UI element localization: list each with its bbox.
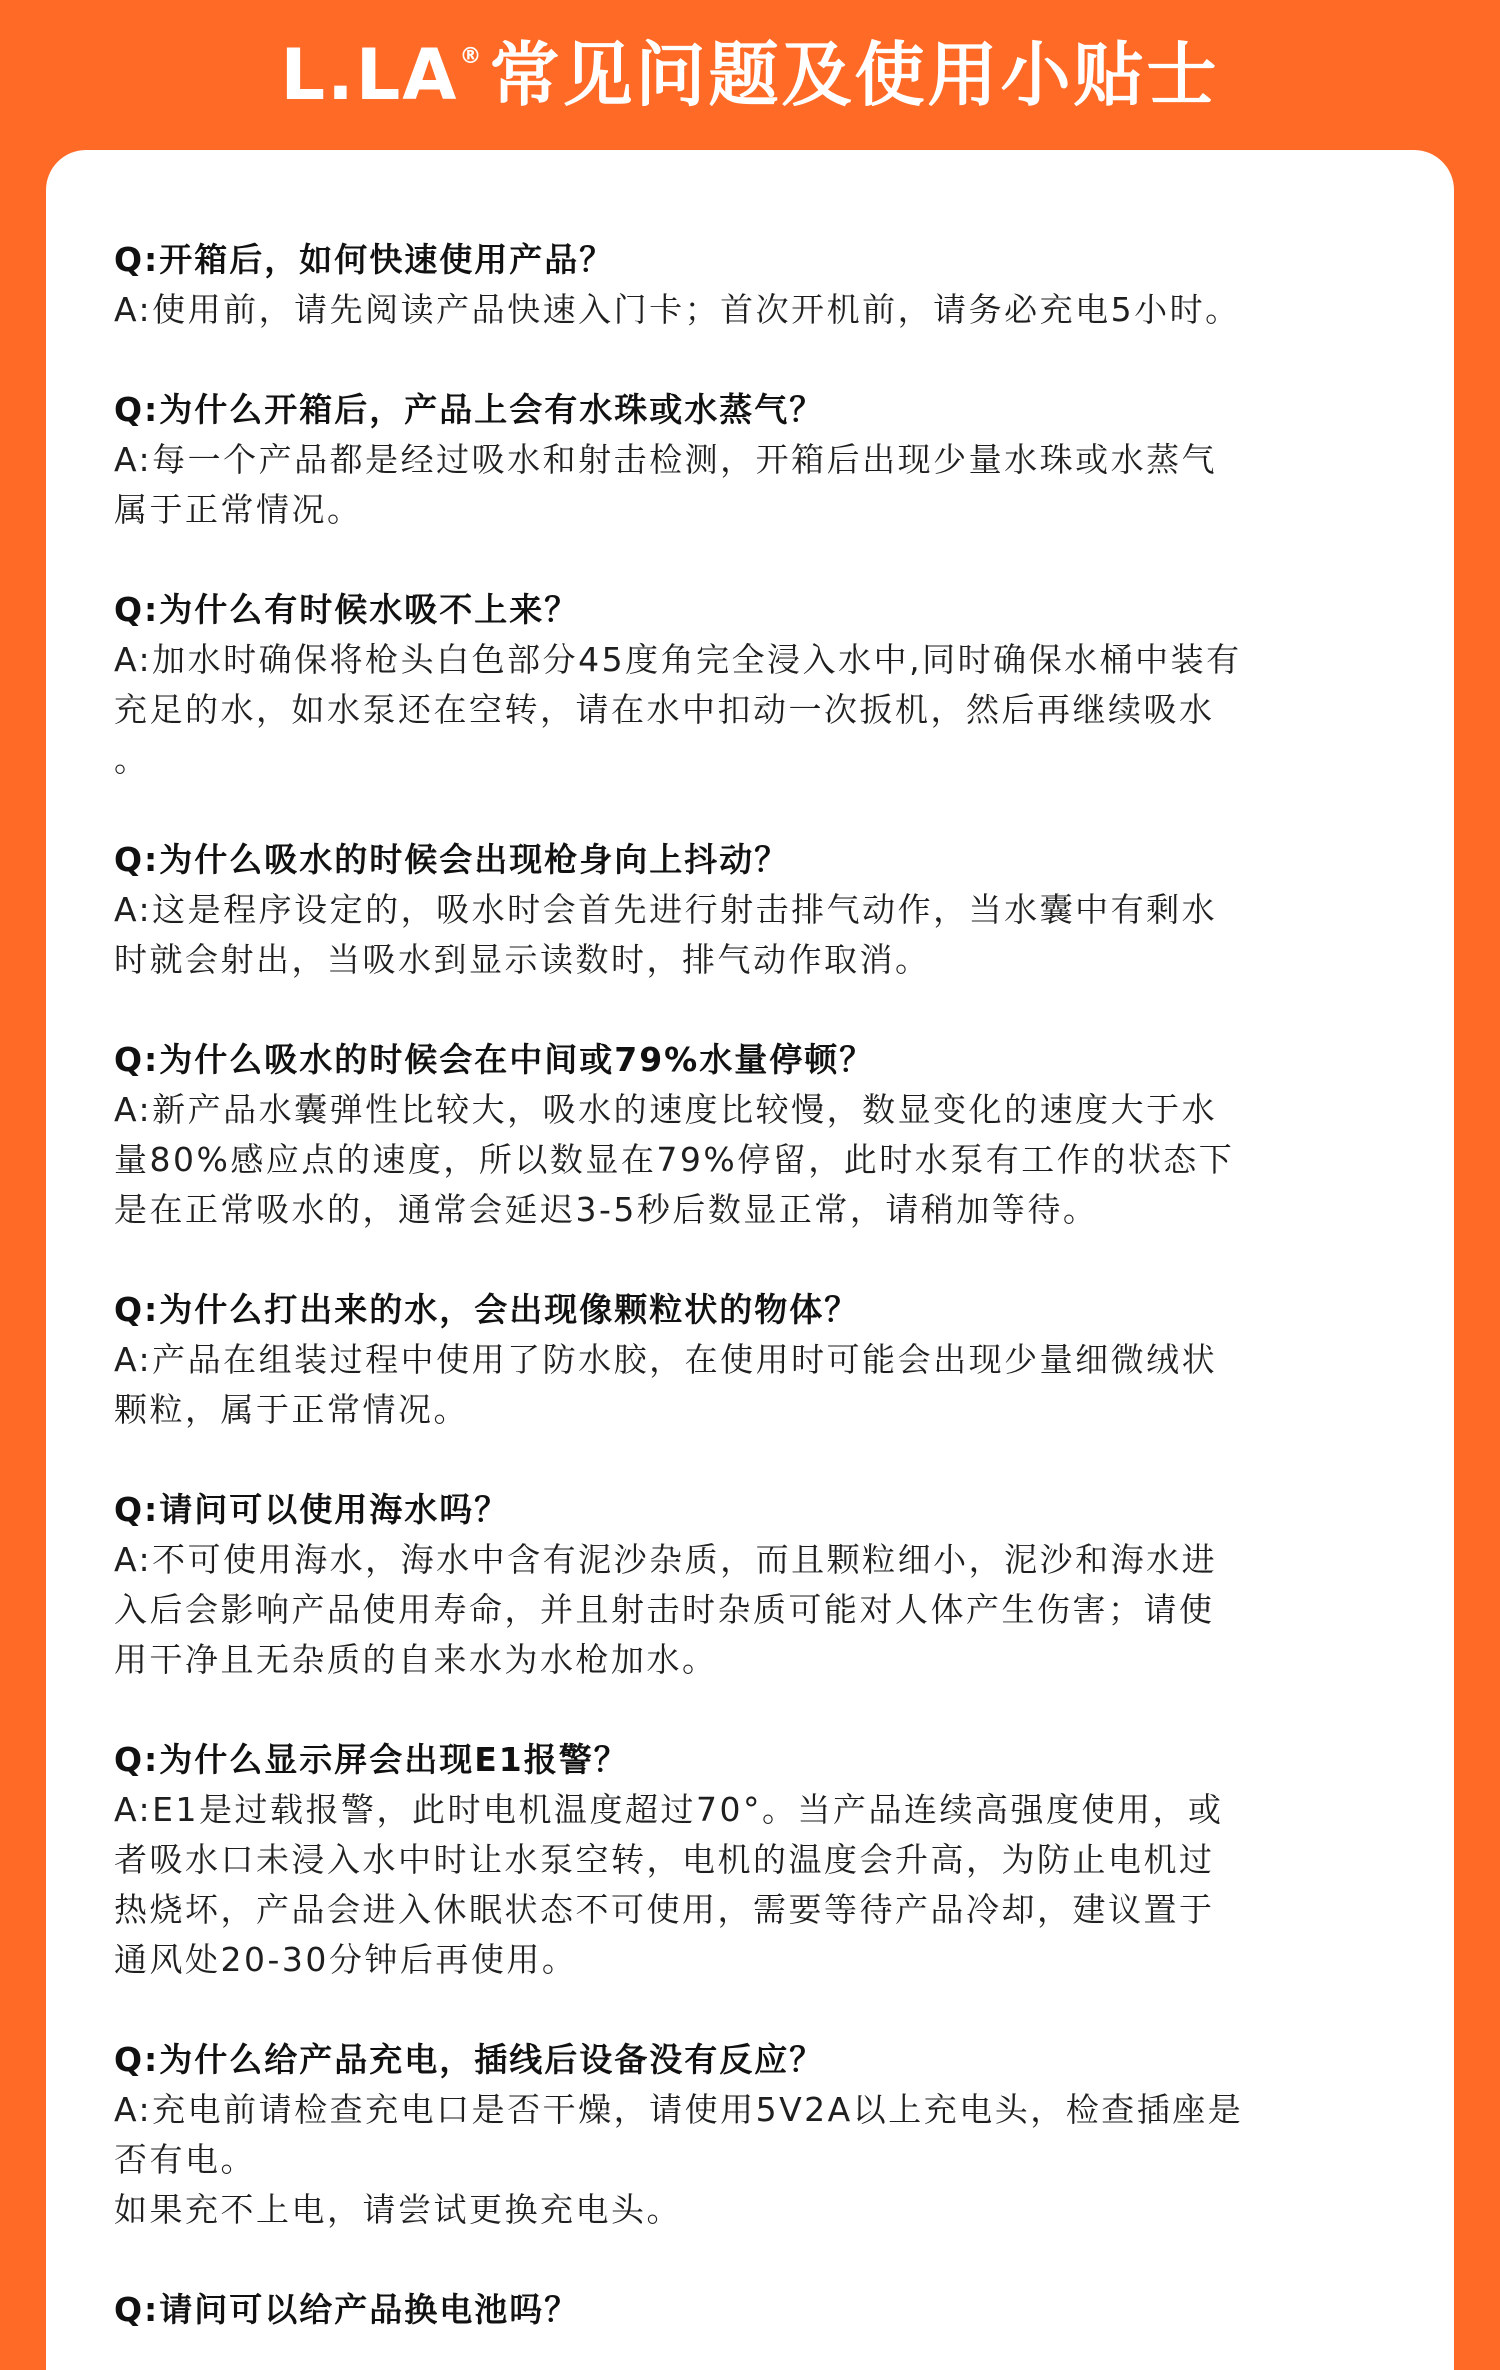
- faq-item: [114, 1735, 1414, 1985]
- faq-question: Q:请问可以使用海水吗？: [114, 1490, 510, 1529]
- faq-answer: A:E1是过载报警，此时电机温度超过70°。当产品连续高强度使用，或 者吸水口未浸入水中时让水泵空转，电机的温度会升高，为防止电机过 热烧坏，产品会进入休眠状态不可使用，需要等待产品冷却，建议置于 通风处20-30分钟后再使用。: [114, 1790, 1224, 1979]
- faq-item: [114, 1285, 1414, 1435]
- faq-answer: A:每一个产品都是经过吸水和射击检测，开箱后出现少量水珠或水蒸气 属于正常情况。: [114, 440, 1218, 529]
- faq-answer: A:新产品水囊弹性比较大，吸水的速度比较慢，数显变化的速度大于水 量80%感应点的速度，所以数显在79%停留，此时水泵有工作的状态下 是在正常吸水的，通常会延迟3-5秒后数显正常，请稍加等待。: [114, 1090, 1235, 1229]
- header: [0, 0, 1500, 150]
- faq-answer: A:使用前，请先阅读产品快速入门卡；首次开机前，请务必充电5小时。: [114, 290, 1241, 329]
- faq-question: Q:为什么吸水的时候会出现枪身向上抖动？: [114, 840, 790, 879]
- faq-item: [114, 1485, 1414, 1685]
- faq-answer: A:不可使用海水，海水中含有泥沙杂质，而且颗粒细小，泥沙和海水进 入后会影响产品使用寿命，并且射击时杂质可能对人体产生伤害；请使 用干净且无杂质的自来水为水枪加水。: [114, 1540, 1218, 1679]
- brand-logo: [280, 34, 490, 116]
- faq-item: [114, 2035, 1414, 2235]
- faq-answer: A:产品在组装过程中使用了防水胶，在使用时可能会出现少量细微绒状 颗粒，属于正常情况。: [114, 1340, 1218, 1429]
- faq-question: Q:为什么吸水的时候会在中间或79%水量停顿？: [114, 1040, 875, 1079]
- faq-answer: A:充电前请检查充电口是否干燥，请使用5V2A以上充电头，检查插座是 否有电。 如果充不上电，请尝试更换充电头。: [114, 2090, 1244, 2229]
- faq-item: [114, 1035, 1414, 1235]
- faq-question: Q:为什么打出来的水，会出现像颗粒状的物体？: [114, 1290, 860, 1329]
- faq-item: [114, 235, 1414, 335]
- faq-item: [114, 585, 1414, 785]
- faq-item: [114, 385, 1414, 535]
- registered-mark: ®: [459, 44, 484, 69]
- faq-answer: A:加水时确保将枪头白色部分45度角完全浸入水中,同时确保水桶中装有 充足的水，如水泵还在空转，请在水中扣动一次扳机，然后再继续吸水 。: [114, 640, 1242, 779]
- faq-list: [114, 235, 1414, 2370]
- faq-question: Q:为什么显示屏会出现E1报警？: [114, 1740, 629, 1779]
- faq-answer: A:这是程序设定的，吸水时会首先进行射击排气动作，当水囊中有剩水 时就会射出，当吸水到显示读数时，排气动作取消。: [114, 890, 1218, 979]
- page-title: 常见问题及使用小贴士: [489, 34, 1220, 116]
- faq-question: Q:为什么给产品充电，插线后设备没有反应？: [114, 2040, 825, 2079]
- faq-question: Q:请问可以给产品换电池吗？: [114, 2290, 580, 2329]
- faq-question: Q:为什么开箱后，产品上会有水珠或水蒸气？: [114, 390, 825, 429]
- brand-text: L.LA: [280, 34, 459, 116]
- faq-question: Q:开箱后，如何快速使用产品？: [114, 240, 615, 279]
- faq-item: [114, 835, 1414, 985]
- faq-question: Q:为什么有时候水吸不上来？: [114, 590, 580, 629]
- faq-card: [46, 150, 1454, 2370]
- faq-item: [114, 2285, 1414, 2335]
